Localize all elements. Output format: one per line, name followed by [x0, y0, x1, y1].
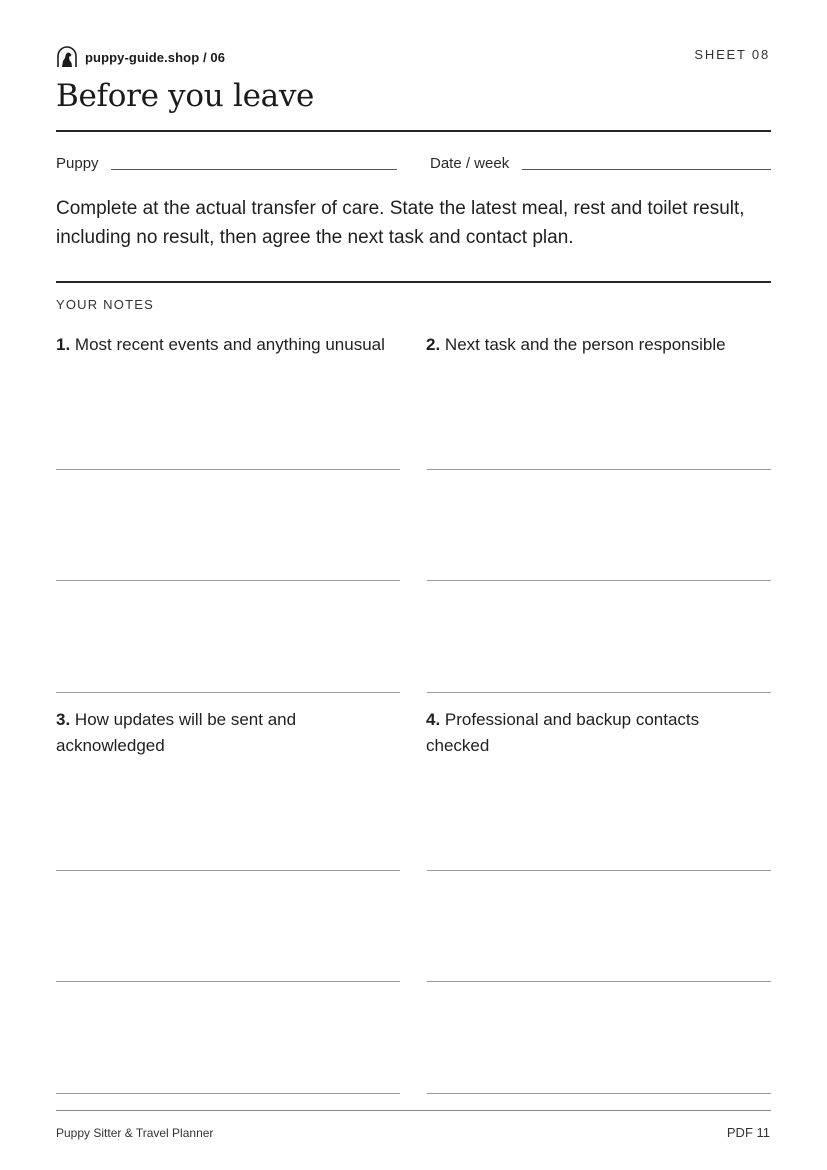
write-line[interactable] [56, 692, 400, 693]
question-text: How updates will be sent and acknowledged [56, 710, 297, 755]
footer-divider [56, 1110, 771, 1111]
write-line[interactable] [56, 870, 400, 871]
write-line[interactable] [427, 870, 771, 871]
date-week-field[interactable] [522, 169, 771, 170]
write-line[interactable] [427, 469, 771, 470]
write-line[interactable] [56, 1093, 400, 1094]
intro-divider [56, 281, 771, 283]
write-line[interactable] [56, 469, 400, 470]
write-line[interactable] [427, 1093, 771, 1094]
question-number: 1. [56, 335, 71, 354]
date-week-label: Date / week [430, 155, 510, 172]
sheet-number: SHEET 08 [694, 47, 770, 62]
brand-name: puppy-guide.shop / 06 [85, 49, 226, 65]
title-divider [56, 130, 771, 132]
question-number: 4. [426, 710, 441, 729]
question-number: 2. [426, 335, 441, 354]
question-1 [56, 332, 406, 358]
question-3 [56, 707, 336, 759]
question-text: Professional and backup contacts checked [426, 710, 700, 755]
write-line[interactable] [56, 580, 400, 581]
question-text: Most recent events and anything unusual [74, 335, 385, 354]
write-line[interactable] [427, 981, 771, 982]
instructions-text: Complete at the actual transfer of care. State the latest meal, rest and toilet result, including no result, then agree the next task and contact plan. [56, 198, 745, 248]
page-number: PDF 11 [726, 1125, 770, 1140]
question-text: Next task and the person responsible [444, 335, 726, 354]
footer-title: Puppy Sitter & Travel Planner [56, 1126, 214, 1140]
question-4 [426, 707, 736, 759]
question-2 [426, 332, 776, 358]
puppy-label: Puppy [56, 155, 99, 172]
brand [56, 45, 225, 69]
write-line[interactable] [427, 692, 771, 693]
write-line[interactable] [56, 981, 400, 982]
page-title: Before you leave [56, 78, 315, 114]
question-number: 3. [56, 710, 71, 729]
write-line[interactable] [427, 580, 771, 581]
dog-silhouette-icon [56, 46, 78, 68]
section-label: YOUR NOTES [56, 297, 154, 312]
puppy-field[interactable] [111, 169, 397, 170]
